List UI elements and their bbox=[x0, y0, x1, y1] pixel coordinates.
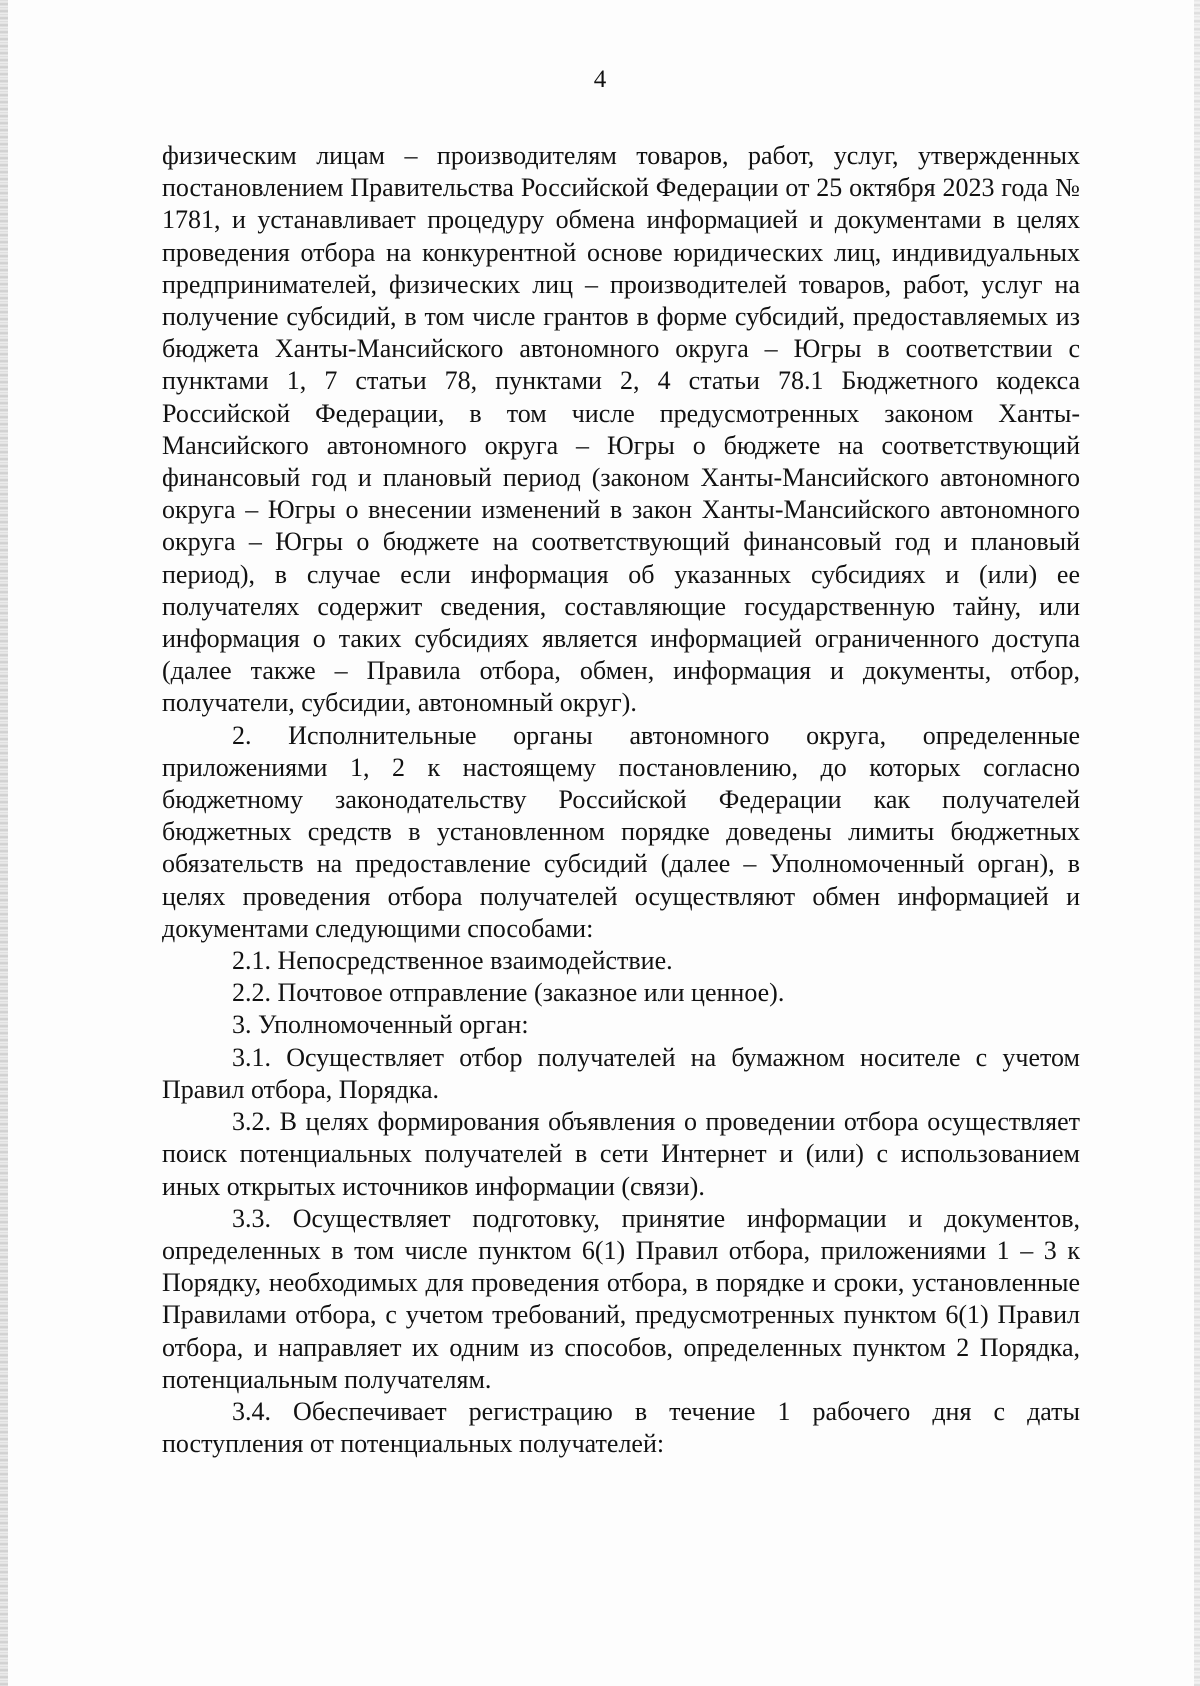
paragraph-intro-continuation: физическим лицам – производителям товаров, работ, услуг, утвержденных постановлением Правительства Российской Федерации от 25 октября 2023 года № 1781, и устанавливает процедуру обмена информацией и документами в целях проведения отбора на конкурентной основе юридических лиц, индивидуальных предпринимателей, физических лиц – производителей товаров, работ, услуг на получение субсидий, в том числе грантов в форме субсидий, предоставляемых из бюджета Ханты-Мансийского автономного округа – Югры в соответствии с пунктами 1, 7 статьи 78, пунктами 2, 4 статьи 78.1 Бюджетного кодекса Российской Федерации, в том числе предусмотренных законом Ханты-Мансийского автономного округа – Югры о бюджете на соответствующий финансовый год и плановый период (законом Ханты-Мансийского автономного округа – Югры о внесении изменений в закон Ханты-Мансийского автономного округа – Югры о бюджете на соответствующий финансовый год и плановый период), в случае если информация об указанных субсидиях и (или) ее получателях содержит сведения, составляющие государственную тайну, или информация о таких субсидиях является информацией ограниченного доступа (далее также – Правила отбора, обмен, информация и документы, отбор, получатели, субсидии, автономный округ). bbox=[162, 141, 1080, 718]
paragraph-item-2-2: 2.2. Почтовое отправление (заказное или ценное). bbox=[232, 978, 785, 1008]
document-body bbox=[162, 140, 1080, 1460]
paragraph-item-3: 3. Уполномоченный орган: bbox=[232, 1010, 529, 1040]
paragraph-item-2: 2. Исполнительные органы автономного округа, определенные приложениями 1, 2 к настоящему постановлению, до которых согласно бюджетному законодательству Российской Федерации как получателей бюджетных средств в установленном порядке доведены лимиты бюджетных обязательств на предоставление субсидий (далее – Уполномоченный орган), в целях проведения отбора получателей осуществляют обмен информацией и документами следующими способами: bbox=[162, 720, 1080, 943]
scan-edge-right bbox=[1194, 0, 1200, 1686]
scan-edge-left bbox=[0, 0, 8, 1686]
paragraph-item-3-4: 3.4. Обеспечивает регистрацию в течение 1 рабочего дня с даты поступления от потенциальных получателей: bbox=[162, 1396, 1080, 1459]
paragraph-item-3-1: 3.1. Осуществляет отбор получателей на бумажном носителе с учетом Правил отбора, Порядка. bbox=[162, 1042, 1080, 1104]
paragraph-item-3-3: 3.3. Осуществляет подготовку, принятие информации и документов, определенных в том числе пунктом 6(1) Правил отбора, приложениями 1 – 3 к Порядку, необходимых для проведения отбора, в порядке и сроки, установленные Правилами отбора, с учетом требований, предусмотренных пунктом 6(1) Правил отбора, и направляет их одним из способов, определенных пунктом 2 Порядка, потенциальным получателям. bbox=[162, 1203, 1080, 1394]
page-number: 4 bbox=[593, 66, 607, 93]
paragraph-item-3-2: 3.2. В целях формирования объявления о проведении отбора осуществляет поиск потенциальных получателей в сети Интернет и (или) с использованием иных открытых источников информации (связи). bbox=[162, 1107, 1080, 1201]
paragraph-item-2-1: 2.1. Непосредственное взаимодействие. bbox=[232, 946, 673, 976]
